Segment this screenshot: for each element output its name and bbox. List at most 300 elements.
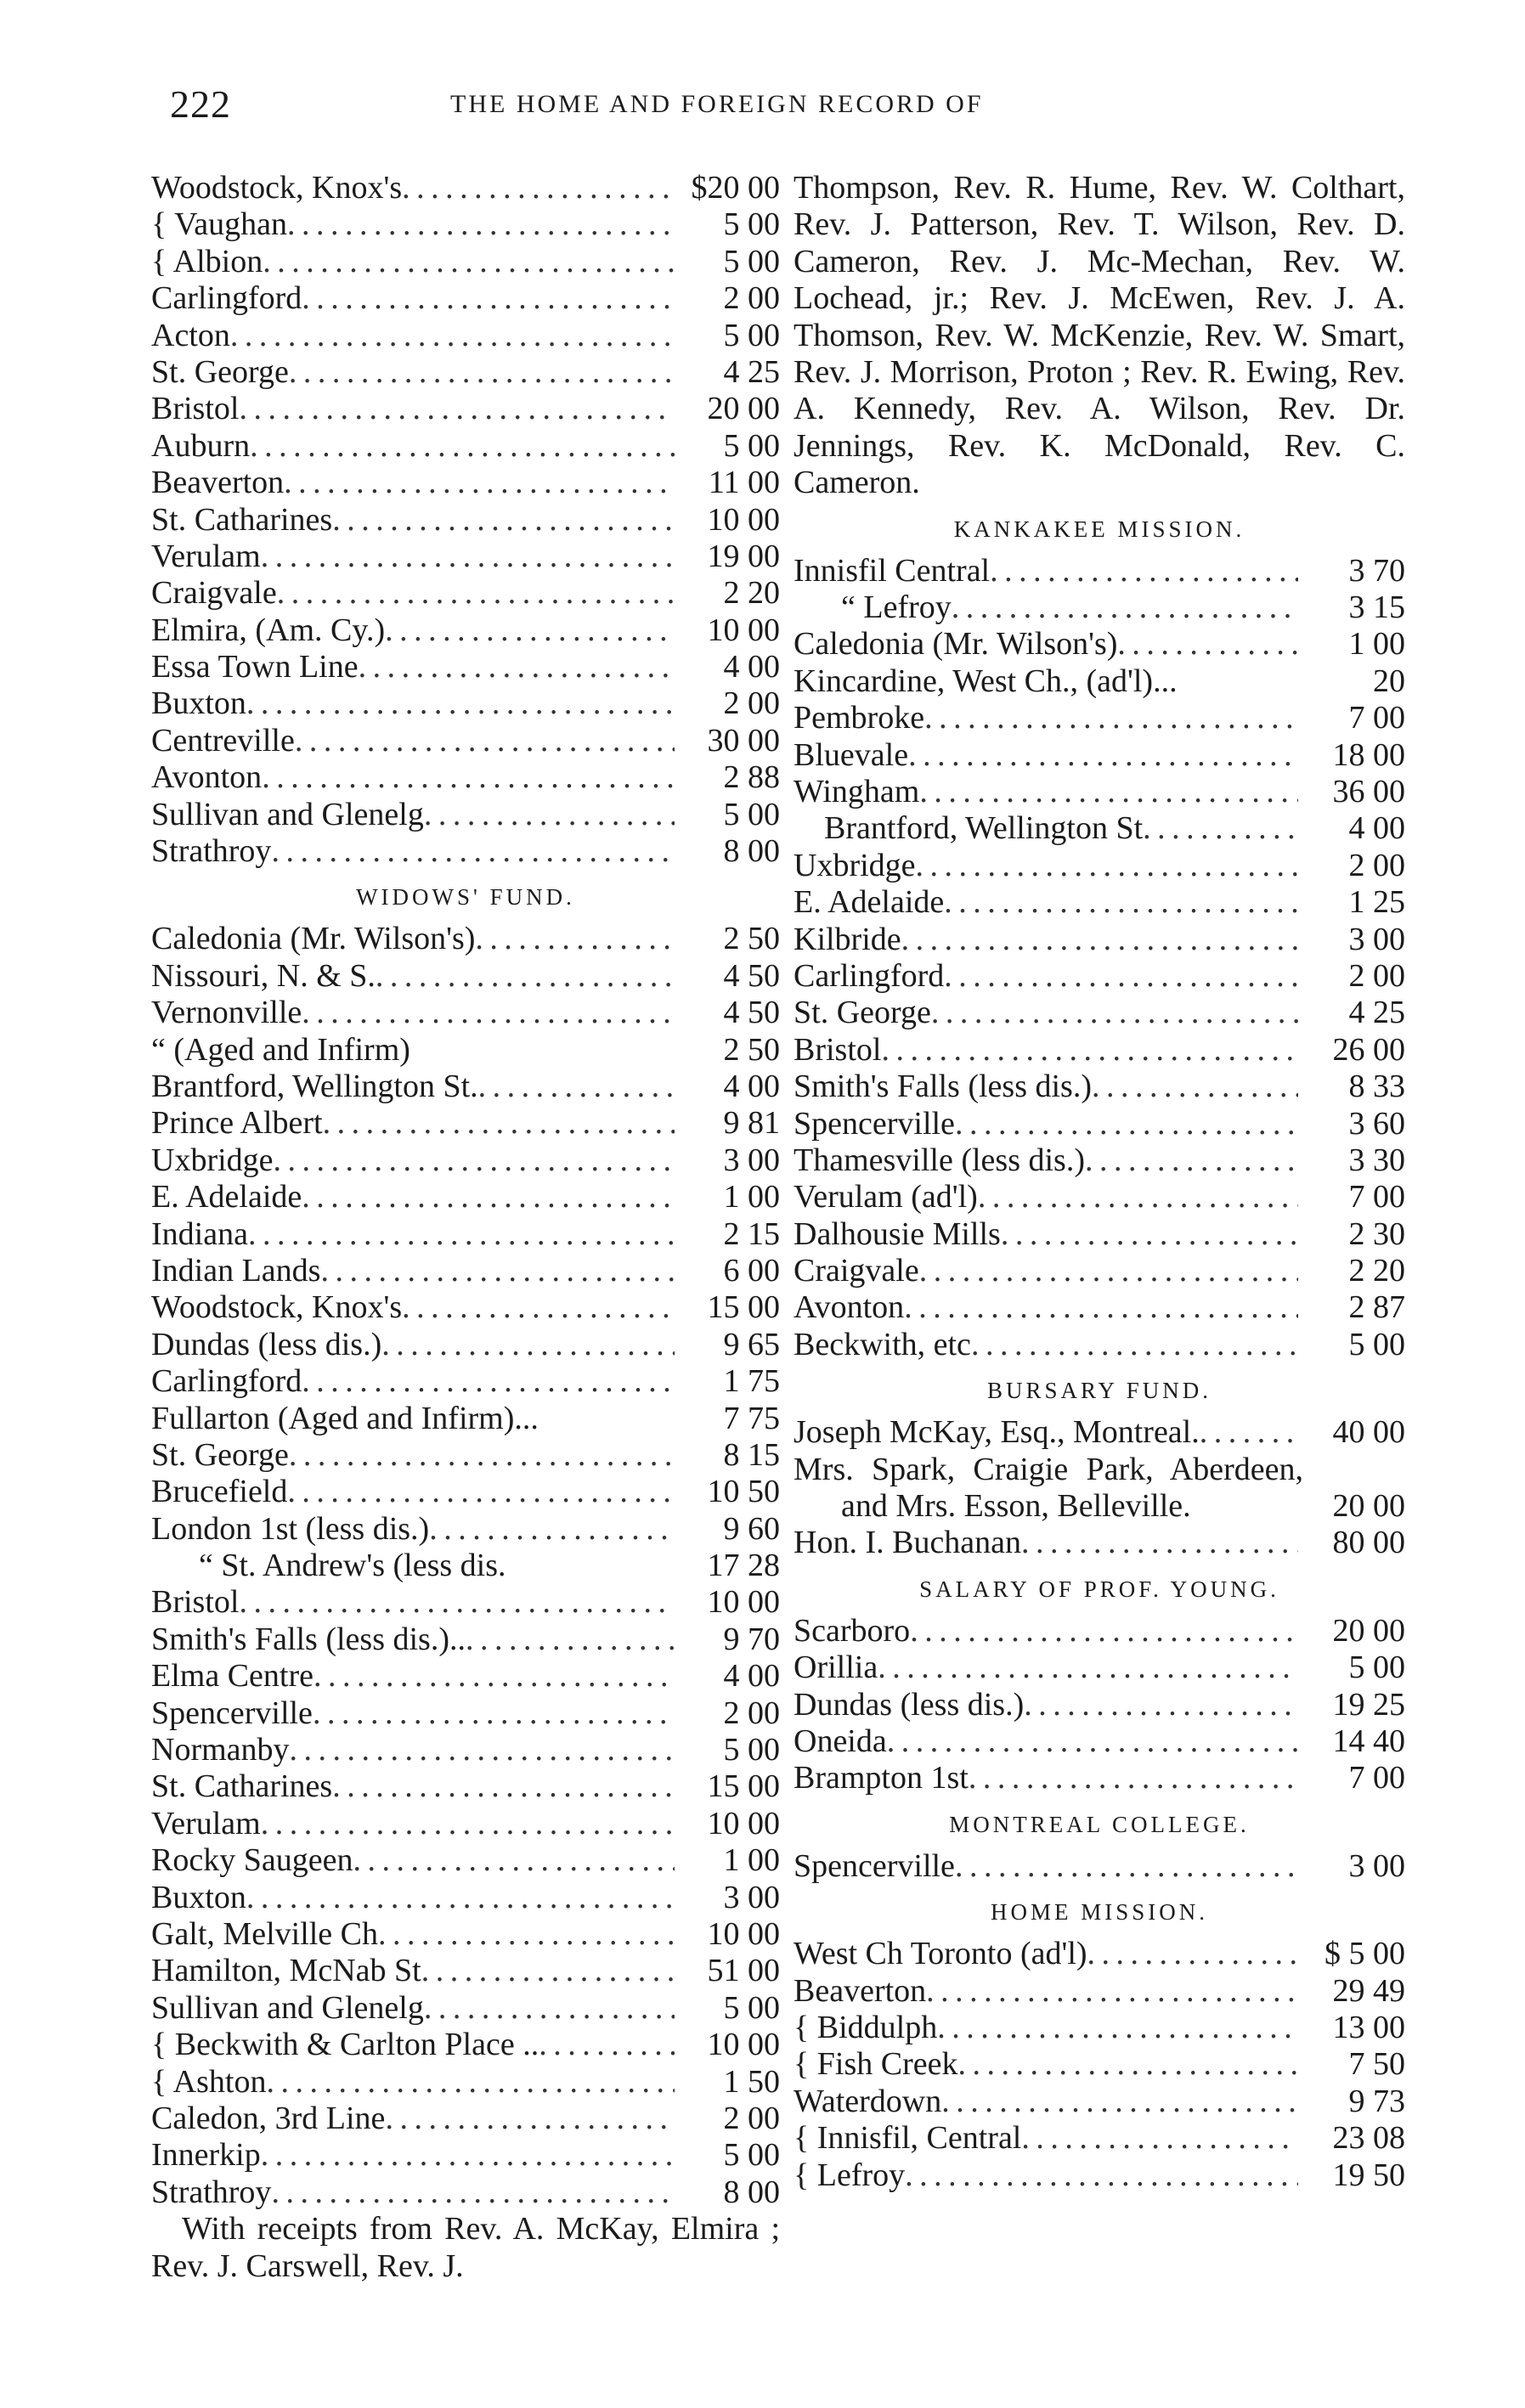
entry-label: Buxton [151, 685, 246, 722]
ledger-entry [151, 1179, 780, 1215]
ledger-entry [794, 663, 1405, 700]
entry-amount: 10 00 [707, 2027, 780, 2063]
section-heading-salary-prof-young: SALARY OF PROF. YOUNG. [919, 1576, 1279, 1602]
entry-amount: 20 00 [707, 391, 780, 427]
dot-leader [1085, 1142, 1298, 1179]
entry-amount: 4 50 [723, 957, 780, 994]
entry-amount: 20 00 [1332, 1488, 1405, 1525]
ledger-entry [151, 2027, 780, 2063]
entry-amount: 4 25 [723, 353, 780, 390]
dot-leader [429, 1511, 675, 1548]
entry-label: Sullivan and Glenelg [151, 1989, 424, 2026]
entry-amount: 29 49 [1332, 1972, 1405, 2009]
dot-leader [919, 774, 1298, 810]
ledger-entry [794, 1106, 1405, 1142]
entry-amount: 5 00 [723, 1989, 780, 2026]
entry-amount: 10 00 [707, 501, 780, 538]
entry-label: Caledonia (Mr. Wilson's) [151, 921, 476, 957]
entry-label: Centreville [151, 722, 295, 758]
ledger-entry [151, 1768, 780, 1805]
ledger-entry [151, 354, 780, 391]
entry-label: Bristol [151, 1584, 240, 1621]
dot-leader [944, 884, 1298, 921]
ledger-entry [151, 1253, 780, 1289]
entry-label: Uxbridge [151, 1142, 274, 1178]
entry-label: Acton [151, 317, 230, 353]
entry-label: Waterdown [794, 2083, 942, 2119]
dot-leader [926, 1973, 1298, 2010]
entry-label: Bluevale [794, 736, 909, 773]
entry-amount: 10 50 [707, 1474, 780, 1510]
entry-amount: 2 87 [1348, 1289, 1405, 1326]
dot-leader [263, 244, 675, 280]
entry-amount: 7 00 [1348, 1179, 1405, 1215]
entry-amount: 26 00 [1332, 1031, 1405, 1068]
ledger-entry [794, 1069, 1405, 1105]
dot-leader [290, 1732, 675, 1768]
ledger-entry [151, 170, 780, 206]
dot-leader [478, 1069, 675, 1105]
entry-amount: 5 00 [723, 317, 780, 353]
dot-leader [957, 2046, 1298, 2083]
entry-amount: $20 00 [691, 170, 780, 206]
entry-label: St. George [794, 995, 931, 1031]
dot-leader [284, 465, 675, 501]
ledger-entry [151, 1880, 780, 1916]
ledger-entry [151, 1437, 780, 1474]
dot-leader [971, 1327, 1298, 1363]
entry-label: Smith's Falls (less dis.) [794, 1069, 1092, 1105]
ledger-entry [794, 810, 1405, 847]
dot-leader [261, 2137, 675, 2174]
dot-leader [302, 1179, 675, 1215]
entry-amount: 8 00 [723, 2174, 780, 2210]
ledger-entry [151, 612, 780, 649]
entry-amount: 5 00 [1348, 1326, 1405, 1362]
ledger-entry [794, 1142, 1405, 1179]
ledger-entry [151, 1401, 780, 1437]
dot-leader [969, 1760, 1298, 1796]
dot-leader [1143, 810, 1298, 847]
ledger-entry [151, 2137, 780, 2174]
entry-label: St. George [151, 1436, 289, 1473]
entry-amount: 1 75 [723, 1363, 780, 1400]
dot-leader [274, 1142, 675, 1179]
ledger-entry [151, 958, 780, 995]
ledger-entry-multiline [794, 1452, 1405, 1525]
dot-leader [919, 1253, 1298, 1289]
entry-amount: 5 00 [723, 796, 780, 832]
ledger-entry [794, 958, 1405, 995]
dot-leader [1092, 1069, 1298, 1105]
entry-amount: 15 00 [707, 1768, 780, 1805]
entry-amount: 1 00 [1348, 626, 1405, 663]
entry-label: Caledonia (Mr. Wilson's) [794, 626, 1118, 663]
ledger-entry [151, 465, 780, 501]
ledger-entry [794, 774, 1405, 810]
entry-amount: 1 50 [723, 2063, 780, 2100]
entry-label: St. George [151, 353, 289, 390]
ledger-entry [151, 1105, 780, 1142]
dot-leader [246, 685, 675, 722]
section-heading-widows-fund: WIDOWS' FUND. [356, 884, 575, 911]
entry-label: { Innisfil, Central [794, 2120, 1021, 2157]
entry-label: { Biddulph [794, 2010, 937, 2046]
dot-leader [353, 1842, 675, 1879]
ledger-entry [151, 244, 780, 280]
entry-label: Pembroke [794, 700, 925, 736]
dot-leader [905, 2157, 1298, 2194]
entry-amount: 17 28 [707, 1548, 780, 1584]
dot-leader [332, 1768, 675, 1805]
entry-amount: 2 88 [723, 759, 780, 796]
dot-leader [475, 921, 675, 957]
ledger-entry [151, 539, 780, 575]
ledger-entry [151, 428, 780, 465]
entry-amount: 3 15 [1348, 589, 1405, 626]
ledger-entry [794, 1650, 1405, 1686]
ledger-entry [151, 1990, 780, 2027]
entry-amount: 40 00 [1332, 1414, 1405, 1451]
ledger-entry [151, 1806, 780, 1842]
dot-leader [289, 1437, 675, 1474]
entry-label: Caledon, 3rd Line [151, 2100, 386, 2136]
entry-amount: 2 00 [723, 1695, 780, 1731]
dot-leader [230, 318, 675, 354]
ledger-entry [794, 2157, 1405, 2194]
ledger-entry [151, 723, 780, 759]
entry-amount: 3 70 [1348, 552, 1405, 589]
entry-label: Spencerville [794, 1105, 955, 1142]
dot-leader [944, 958, 1298, 995]
ledger-entry [794, 1289, 1405, 1326]
dot-leader [313, 1658, 675, 1695]
dot-leader [261, 539, 675, 575]
dot-leader [955, 1106, 1298, 1142]
entry-amount: 9 60 [723, 1510, 780, 1547]
entry-label: Auburn [151, 427, 251, 464]
entry-amount: 10 00 [707, 1584, 780, 1621]
dot-leader [901, 922, 1298, 958]
entry-amount: 10 00 [707, 1915, 780, 1952]
ledger-entry [151, 921, 780, 957]
entry-label: Indian Lands [151, 1252, 321, 1289]
dot-leader [1087, 1936, 1298, 1972]
ledger-entry [794, 2120, 1405, 2157]
ledger-entry [151, 1327, 780, 1363]
page-number: 222 [170, 82, 231, 126]
dot-leader [359, 649, 675, 685]
ledger-entry [151, 1584, 780, 1621]
entry-label: St. Catharines [151, 1768, 333, 1805]
ledger-entry [151, 502, 780, 539]
entry-amount: 7 00 [1348, 700, 1405, 736]
ledger-entry [151, 1621, 780, 1658]
entry-label: Brucefield [151, 1474, 288, 1510]
ledger-entry [151, 1658, 780, 1695]
ledger-entry [794, 2010, 1405, 2046]
entry-label: Woodstock, Knox's [151, 1289, 403, 1326]
entry-label: E. Adelaide [151, 1179, 302, 1215]
entry-label: Craigvale [151, 575, 277, 612]
entry-amount: 4 00 [723, 1068, 780, 1104]
entry-label: Elmira, (Am. Cy.) [151, 612, 386, 648]
entry-label: Dundas (less dis.) [151, 1326, 382, 1362]
ledger-entry [151, 1548, 780, 1584]
dot-leader [262, 759, 675, 796]
ledger-entry [794, 589, 1405, 626]
right-column [794, 170, 1405, 2194]
entry-label: Orillia [794, 1650, 878, 1686]
dot-leader [937, 2010, 1298, 2046]
entry-label: Rocky Saugeen [151, 1842, 353, 1879]
entry-amount: 8 15 [723, 1436, 780, 1473]
ledger-entry [151, 797, 780, 833]
entry-label: { Vaughan [151, 206, 287, 243]
entry-label: Brantford, Wellington St [824, 810, 1144, 847]
entry-amount: 10 00 [707, 1805, 780, 1841]
entry-label: Carlingford [794, 957, 945, 994]
entry-label: Uxbridge [794, 847, 916, 883]
entry-amount: 5 00 [723, 2137, 780, 2174]
entry-label: Beckwith, etc [794, 1326, 971, 1362]
entry-amount: $ 5 00 [1324, 1936, 1405, 1972]
entry-amount: 19 50 [1332, 2157, 1405, 2193]
entry-amount: 9 81 [723, 1105, 780, 1142]
entry-amount: 30 00 [707, 722, 780, 758]
entry-amount: 3 00 [723, 1142, 780, 1178]
entry-amount: 3 30 [1348, 1142, 1405, 1178]
ledger-entry [794, 922, 1405, 958]
dot-leader [424, 1990, 675, 2027]
entry-amount: 1 00 [723, 1179, 780, 1215]
entry-amount: 2 00 [723, 280, 780, 317]
ledger-entry [151, 1216, 780, 1253]
dot-leader [466, 1621, 675, 1658]
entry-amount: 7 75 [723, 1400, 780, 1436]
dot-leader [266, 2064, 675, 2101]
dot-leader [924, 700, 1298, 736]
entry-label: Hamilton, McNab St [151, 1953, 421, 1989]
entry-amount: 51 00 [707, 1953, 780, 1989]
dot-leader [323, 1105, 675, 1142]
dot-leader [908, 737, 1298, 774]
dot-leader [239, 391, 675, 427]
dot-leader [302, 1363, 675, 1400]
entry-amount: 20 00 [1332, 1612, 1405, 1649]
ledger-entry [151, 2064, 780, 2101]
entry-amount: 6 00 [723, 1252, 780, 1289]
ledger-entry [794, 1760, 1405, 1796]
entry-label: { Albion [151, 244, 263, 280]
entry-amount: 1 25 [1348, 884, 1405, 921]
entry-label: Smith's Falls (less dis.).. [151, 1621, 466, 1657]
entry-label: { Beckwith & Carlton Place .. [151, 2027, 539, 2063]
entry-amount: 2 00 [723, 2100, 780, 2136]
left-column [151, 170, 780, 2285]
entry-label: Hon. I. Buchanan [794, 1525, 1022, 1561]
dot-leader [1001, 1216, 1298, 1253]
dot-leader [287, 1474, 675, 1510]
dot-leader [539, 2027, 675, 2063]
entry-amount: 7 00 [1348, 1760, 1405, 1796]
entry-amount: 2 50 [723, 1031, 780, 1068]
entry-label: “ St. Andrew's (less dis. [199, 1548, 506, 1584]
entry-amount: 3 00 [723, 1879, 780, 1915]
entry-label: Dalhousie Mills [794, 1215, 1001, 1252]
ledger-entry [151, 1916, 780, 1953]
ledger-entry [794, 1414, 1405, 1451]
entry-label: Strathroy [151, 833, 272, 870]
dot-leader [402, 170, 675, 206]
dot-leader [287, 206, 675, 243]
entry-label: { Ashton [151, 2064, 266, 2101]
entry-label: Verulam [151, 538, 261, 574]
ledger-entry [794, 1613, 1405, 1650]
entry-label: West Ch Toronto (ad'l) [794, 1936, 1087, 1972]
entry-label: Prince Albert [151, 1105, 323, 1142]
entry-label: Woodstock, Knox's [151, 170, 403, 206]
entry-label: Wingham [794, 774, 920, 809]
ledger-entry [794, 1032, 1405, 1069]
ledger-entry [794, 1525, 1405, 1561]
receipts-note-continued: Thompson, Rev. R. Hume, Rev. W. Colthart, Rev. J. Patterson, Rev. T. Wilson, Rev. D. Cameron, Rev. J. Mc-Mechan, Rev. W. Lochead, jr.; Rev. J. McEwen, Rev. J. A. Thomson, Rev. W. McKenzie, Rev. W. Smart, Rev. J. Morrison, Proton ; Rev. R. Ewing, Rev. A. Kennedy, Rev. A. Wilson, Rev. Dr. Jennings, Rev. K. McDonald, Rev. C. Cameron. [794, 170, 1405, 501]
dot-leader [385, 2101, 675, 2137]
entry-amount: 4 00 [723, 1658, 780, 1695]
entry-amount: 9 73 [1348, 2083, 1405, 2119]
ledger-entry [794, 1216, 1405, 1253]
entry-label: Buxton [151, 1879, 246, 1915]
ledger-entry [794, 1848, 1405, 1885]
dot-leader [952, 589, 1298, 626]
entry-amount: 23 08 [1332, 2120, 1405, 2157]
entry-amount: 9 70 [723, 1621, 780, 1657]
dot-leader [421, 1953, 675, 1989]
dot-leader [1200, 1414, 1298, 1451]
entry-amount: 5 00 [723, 1732, 780, 1768]
dot-leader [295, 723, 675, 759]
dot-leader [320, 1253, 675, 1289]
entry-label: Brampton 1st [794, 1760, 969, 1796]
entry-label: Kilbride [794, 921, 901, 957]
entry-amount: 2 50 [723, 921, 780, 957]
entry-label: Elma Centre [151, 1658, 313, 1695]
entry-label: { Fish Creek [794, 2046, 957, 2083]
entry-label: Beaverton [794, 1972, 927, 2009]
dot-leader [248, 1216, 675, 1253]
ledger-entry [151, 575, 780, 612]
entry-amount: 7 50 [1348, 2046, 1405, 2083]
dot-leader [904, 1289, 1298, 1326]
dot-leader [878, 1650, 1298, 1686]
ledger-entry [794, 1687, 1405, 1723]
dot-leader [239, 1584, 675, 1621]
entry-amount: 80 00 [1332, 1525, 1405, 1561]
ledger-entry [151, 759, 780, 796]
entry-amount: 19 25 [1332, 1686, 1405, 1723]
entry-amount: 2 00 [723, 685, 780, 722]
dot-leader [246, 1880, 675, 1916]
dot-leader [990, 553, 1298, 589]
entry-label: Craigvale [794, 1253, 919, 1289]
entry-label: Dundas (less dis.) [794, 1686, 1025, 1723]
entry-label: Strathroy [151, 2174, 272, 2210]
dot-leader [250, 428, 675, 465]
entry-amount: 10 00 [707, 612, 780, 648]
entry-amount: 4 50 [723, 995, 780, 1031]
entry-label: Spencerville [794, 1847, 955, 1884]
ledger-entry [794, 995, 1405, 1031]
entry-amount: 15 00 [707, 1289, 780, 1326]
dot-leader [385, 612, 675, 649]
ledger-entry [151, 833, 780, 870]
ledger-entry [151, 1732, 780, 1768]
entry-amount: 2 00 [1348, 847, 1405, 883]
entry-amount: 14 40 [1332, 1723, 1405, 1760]
ledger-entry [794, 884, 1405, 921]
ledger-entry [151, 995, 780, 1031]
dot-leader [313, 1695, 675, 1732]
entry-label: London 1st (less dis.) [151, 1510, 430, 1547]
running-head: THE HOME AND FOREIGN RECORD OF [450, 90, 984, 118]
entry-amount: 18 00 [1332, 736, 1405, 773]
dot-leader [941, 2084, 1298, 2120]
entry-label: Innisfil Central [794, 552, 991, 589]
entry-label: Kincardine, West Ch., (ad'l)... [794, 663, 1178, 699]
dot-leader [376, 958, 675, 995]
ledger-entry [151, 685, 780, 722]
dot-leader [881, 1032, 1298, 1069]
entry-amount: 2 30 [1348, 1215, 1405, 1252]
dot-leader [955, 1848, 1298, 1885]
entry-amount: 19 00 [707, 538, 780, 574]
section-heading-home-mission: HOME MISSION. [990, 1899, 1209, 1926]
section-heading-bursary-fund: BURSARY FUND. [986, 1378, 1212, 1404]
entry-label: “ (Aged and Infirm) [151, 1031, 410, 1068]
ledger-entry [151, 391, 780, 427]
entry-amount: 2 00 [1348, 957, 1405, 994]
entry-amount: 8 00 [723, 833, 780, 870]
entry-amount: 3 00 [1348, 1847, 1405, 1884]
dot-leader [378, 1916, 675, 1953]
entry-amount: 2 20 [723, 575, 780, 612]
ledger-entry [794, 1327, 1405, 1363]
ledger-entry [794, 737, 1405, 774]
section-heading-kankakee-mission: KANKAKEE MISSION. [953, 516, 1245, 542]
entry-amount: 3 00 [1348, 921, 1405, 957]
ledger-entry [151, 1695, 780, 1732]
page-header [0, 82, 1525, 133]
dot-leader [277, 575, 675, 612]
entry-amount: 5 00 [723, 206, 780, 243]
ledger-entry [151, 1069, 780, 1105]
ledger-entry [151, 649, 780, 685]
entry-label: Verulam [151, 1805, 261, 1841]
entry-label: Vernonville [151, 995, 302, 1031]
ledger-entry [151, 2101, 780, 2137]
entry-amount: 5 00 [723, 427, 780, 464]
dot-leader [302, 280, 675, 317]
receipts-note: With receipts from Rev. A. McKay, Elmira ; Rev. J. Carswell, Rev. J. [151, 2211, 780, 2284]
entry-amount: 4 00 [723, 649, 780, 685]
entry-label: E. Adelaide [794, 884, 945, 921]
entry-amount: 8 33 [1348, 1069, 1405, 1105]
ledger-entry [794, 700, 1405, 736]
entry-label: Mrs. Spark, Craigie Park, Aberdeen, and Mrs. Esson, Belleville. [794, 1451, 1303, 1525]
ledger-entry [151, 1474, 780, 1510]
ledger-entry [794, 626, 1405, 663]
entry-label: Carlingford [151, 1363, 302, 1400]
